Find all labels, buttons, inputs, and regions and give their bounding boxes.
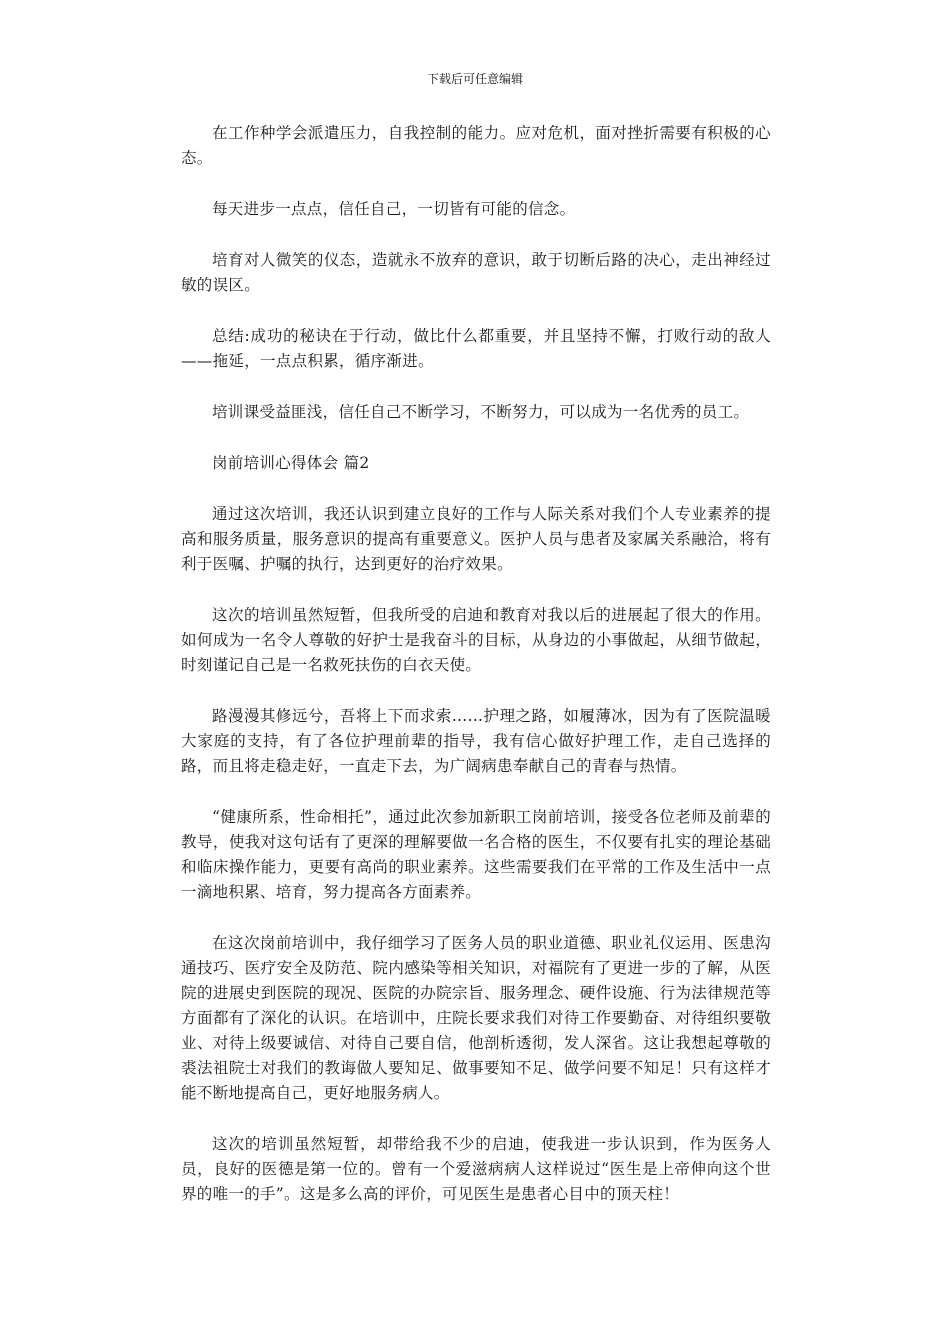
paragraph: “健康所系，性命相托”，通过此次参加新职工岗前培训，接受各位老师及前辈的教导，使我对这句话有了更深的理解要做一名合格的医生，不仅要有扎实的理论基础和临床操作能力，更要有高尚的职业素养。这些需要我们在平常的工作及生活中一点一滴地积累、培育，努力提高各方面素养。 (181, 808, 771, 901)
paragraph: 这次的培训虽然短暂，但我所受的启迪和教育对我以后的进展起了很大的作用。如何成为一名令人尊敬的好护士是我奋斗的目标，从身边的小事做起，从细节做起，时刻谨记自己是一名救死扶伤的白衣天使。 (181, 606, 771, 674)
paragraph: 这次的培训虽然短暂，却带给我不少的启迪，使我进一步认识到，作为医务人员，良好的医德是第一位的。曾有一个爱滋病病人这样说过“医生是上帝伸向这个世界的唯一的手”。这是多么高的评价，可见医生是患者心目中的顶天柱！ (181, 1135, 771, 1203)
paragraph: 路漫漫其修远兮，吾将上下而求索……护理之路，如履薄冰，因为有了医院温暖大家庭的支持，有了各位护理前辈的指导，我有信心做好护理工作，走自己选择的路，而且将走稳走好，一直走下去，为广阔病患奉献自己的青春与热情。 (181, 707, 771, 775)
paragraph: 通过这次培训，我还认识到建立良好的工作与人际关系对我们个人专业素养的提高和服务质量，服务意识的提高有重要意义。医护人员与患者及家属关系融洽，将有利于医嘱、护嘱的执行，达到更好的治疗效果。 (181, 505, 771, 573)
paragraph: 每天进步一点点，信任自己，一切皆有可能的信念。 (212, 200, 576, 218)
paragraph: 在这次岗前培训中，我仔细学习了医务人员的职业道德、职业礼仪运用、医患沟通技巧、医疗安全及防范、院内感染等相关知识，对福院有了更进一步的了解，从医院的进展史到医院的现况、医院的办院宗旨、服务理念、硬件设施、行为法律规范等方面都有了深化的认识。在培训中，庄院长要求我们对待工作要勤奋、对待组织要敬业、对待上级要诚信、对待自己要自信，他剖析透彻，发人深省。这让我想起尊敬的裘法祖院士对我们的教诲做人要知足、做事要知不足、做学问要不知足！只有这样才能不断地提高自己，更好地服务病人。 (181, 934, 771, 1102)
page-header: 下载后可任意编辑 (426, 72, 523, 86)
paragraph: 总结:成功的秘诀在于行动，做比什么都重要，并且坚持不懈，打败行动的敌人——拖延，一点点积累，循序渐进。 (181, 327, 771, 370)
paragraph: 培训课受益匪浅，信任自己不断学习，不断努力，可以成为一名优秀的员工。 (212, 403, 750, 421)
document-body (181, 121, 771, 1233)
section-heading: 岗前培训心得体会 篇2 (212, 454, 370, 472)
paragraph: 培育对人微笑的仪态，造就永不放弃的意识，敢于切断后路的决心，走出神经过敏的误区。 (181, 251, 771, 294)
paragraph: 在工作种学会派遣压力，自我控制的能力。应对危机，面对挫折需要有积极的心态。 (181, 124, 771, 167)
